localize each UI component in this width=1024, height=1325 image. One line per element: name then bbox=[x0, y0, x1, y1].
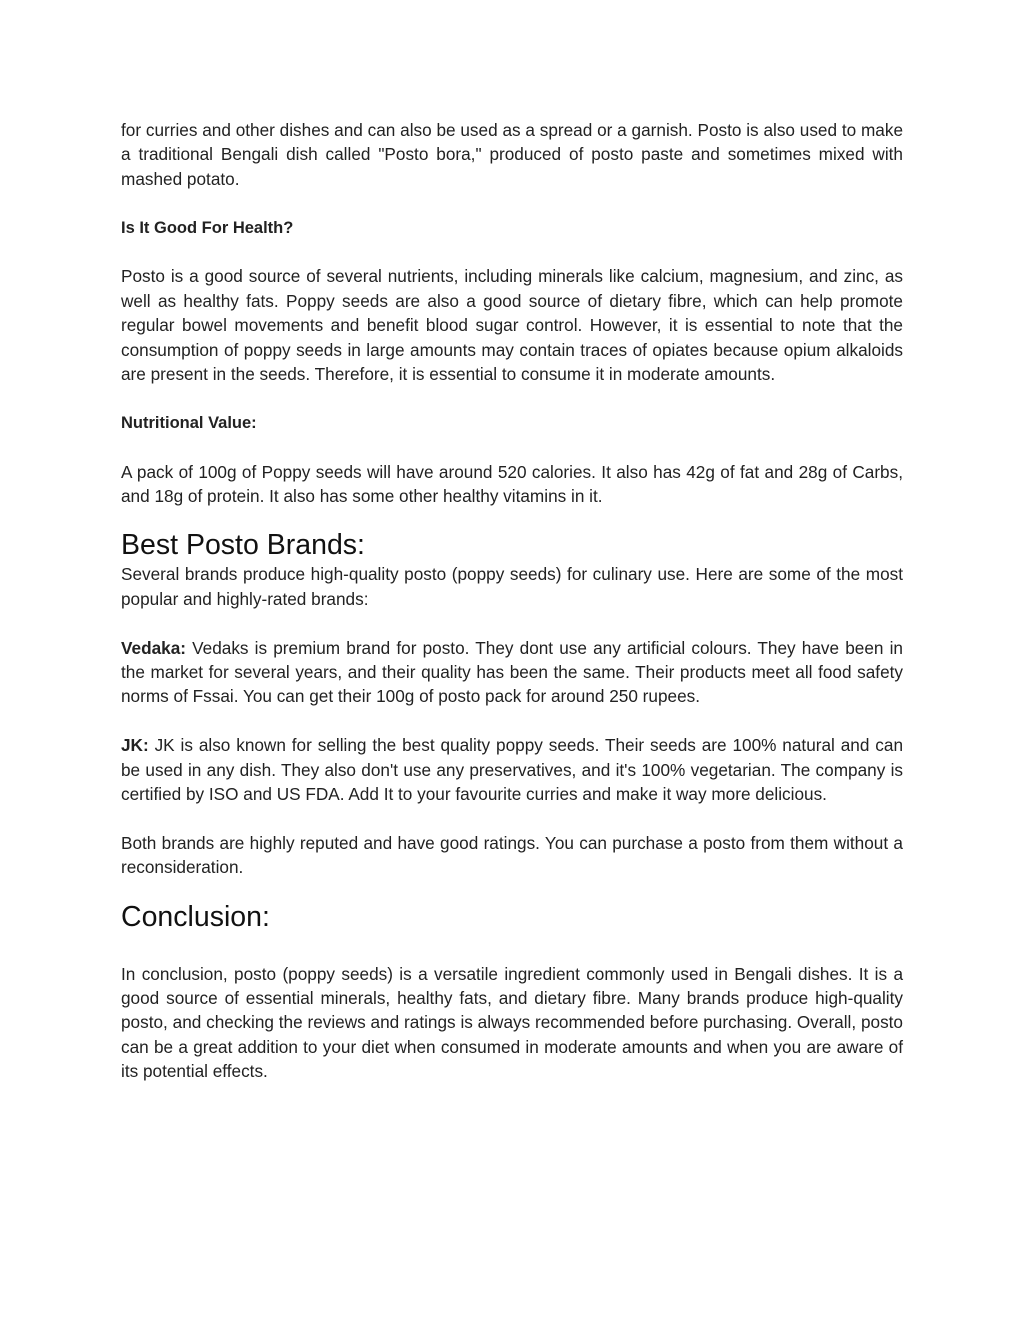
brand-description: JK is also known for selling the best quality poppy seeds. Their seeds are 100% natural and can be used in any dish. They also don't use any preservatives, and it's 100% vegetarian. The company is certified by ISO and US FDA. Add It to your favourite curries and make it way more delicious. bbox=[121, 735, 903, 805]
brands-intro: Several brands produce high-quality posto (poppy seeds) for culinary use. Here are some of the most popular and highly-rated brands: bbox=[121, 564, 903, 609]
brand-name: JK: bbox=[121, 735, 149, 756]
brand-description: Vedaks is premium brand for posto. They dont use any artificial colours. They have been in the market for several years, and their quality has been the same. Their products meet all food safety norms of Fssai. You can get their 100g of posto pack for around 250 rupees. bbox=[121, 637, 903, 707]
document-page bbox=[121, 118, 903, 1084]
nutrition-paragraph: A pack of 100g of Poppy seeds will have around 520 calories. It also has 42g of fat and 28g of Carbs, and 18g of protein. It also has some other healthy vitamins in it. bbox=[121, 461, 903, 507]
brands-summary: Both brands are highly reputed and have good ratings. You can purchase a posto from them without a reconsideration. bbox=[121, 832, 903, 878]
intro-paragraph: for curries and other dishes and can also be used as a spread or a garnish. Posto is also used to make a traditional Bengali dish called "Posto bora," produced of posto paste and sometimes mixed with mashed potato. bbox=[121, 120, 903, 189]
conclusion-heading: Conclusion: bbox=[121, 900, 270, 933]
conclusion-paragraph: In conclusion, posto (poppy seeds) is a versatile ingredient commonly used in Bengali dishes. It is a good source of essential minerals, healthy fats, and dietary fibre. Many brands produce high-quality posto, and checking the reviews and ratings is always recommended before purchasing. Overall, posto can be a great addition to your diet when consumed in moderate amounts and when you are aware of its potential effects. bbox=[121, 963, 903, 1082]
health-paragraph: Posto is a good source of several nutrients, including minerals like calcium, magnesium, and zinc, as well as healthy fats. Poppy seeds are also a good source of dietary fibre, which can help promote regular bowel movements and benefit blood sugar control. However, it is essential to note that the consumption of poppy seeds in large amounts may contain traces of opiates because opium alkaloids are present in the seeds. Therefore, it is essential to consume it in moderate amounts. bbox=[121, 266, 903, 385]
brand-name: Vedaka: bbox=[121, 637, 186, 658]
health-heading: Is It Good For Health? bbox=[121, 218, 294, 237]
nutrition-heading: Nutritional Value: bbox=[121, 413, 257, 432]
brands-heading: Best Posto Brands: bbox=[121, 529, 365, 562]
brand-item-jk bbox=[121, 733, 903, 806]
brand-item-vedaka bbox=[121, 636, 903, 709]
